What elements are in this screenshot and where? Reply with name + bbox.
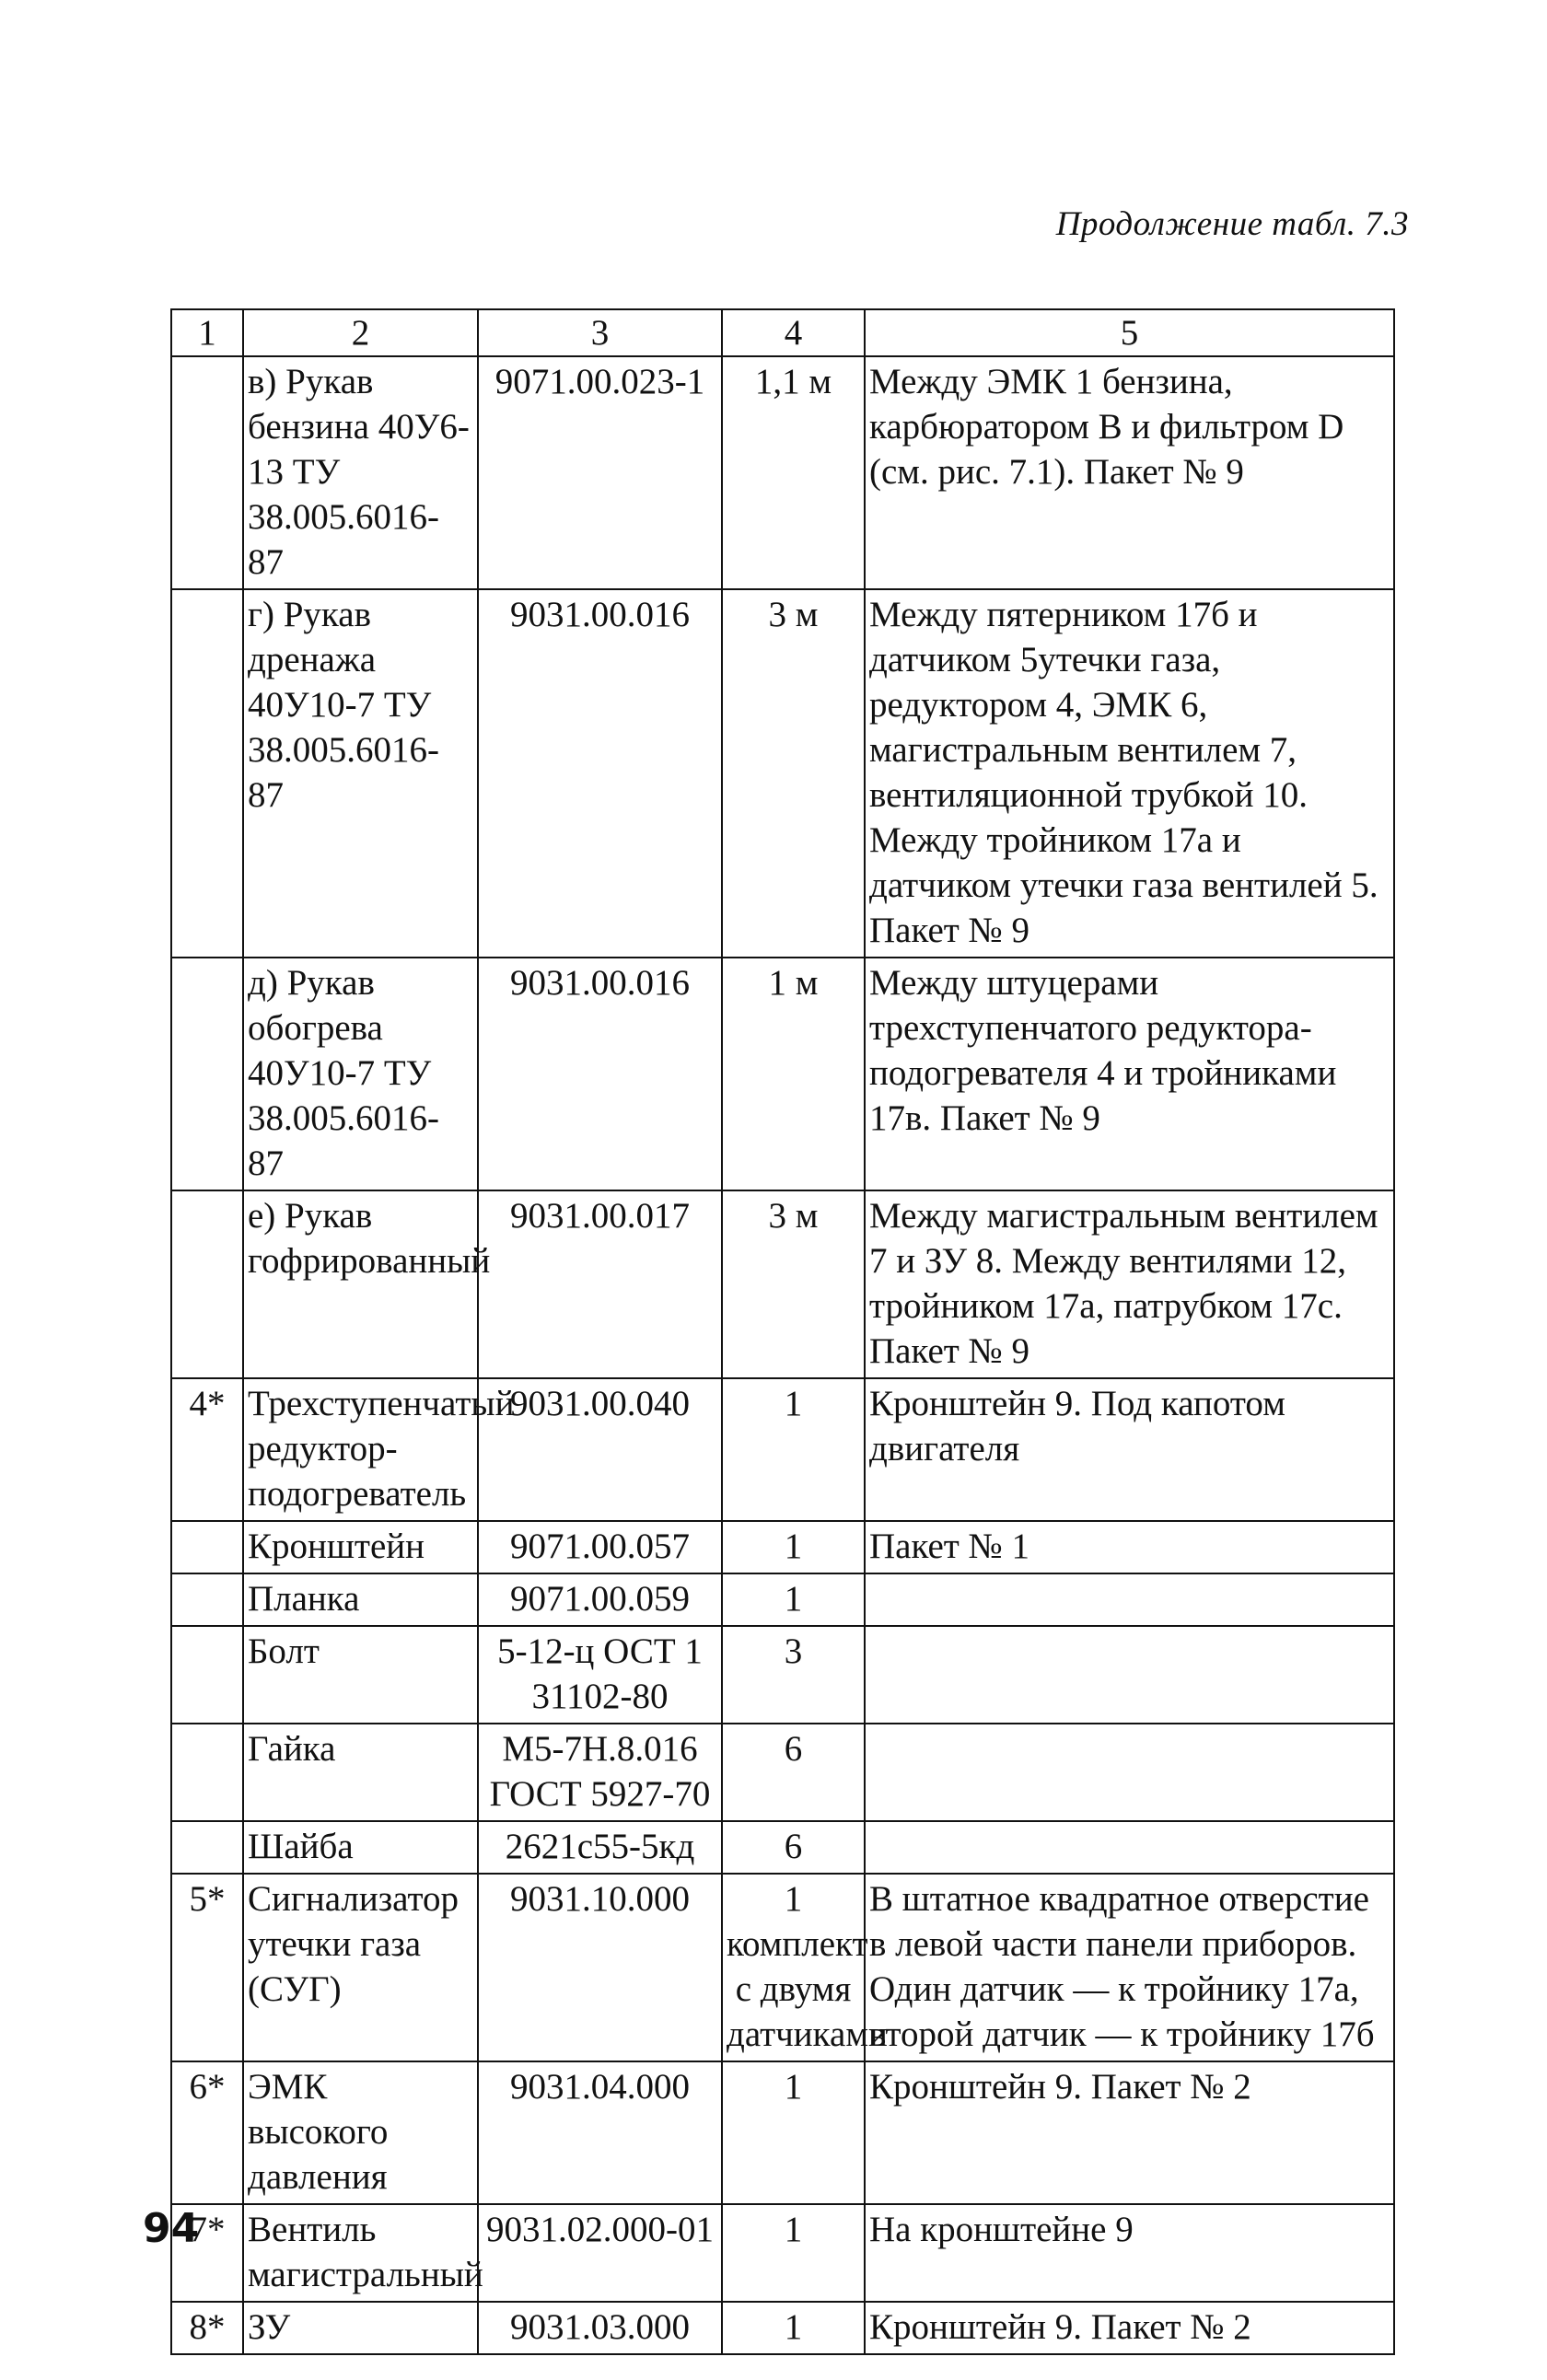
cell-name: Кронштейн	[243, 1521, 478, 1573]
cell-name: д) Рукав обогрева 40У10-7 ТУ 38.005.6016-87	[243, 958, 478, 1190]
cell-note	[865, 1821, 1394, 1874]
cell-quantity: 1	[722, 1378, 865, 1521]
cell-designation: 9031.00.016	[478, 589, 722, 958]
cell-quantity: 6	[722, 1821, 865, 1874]
cell-designation: 9031.04.000	[478, 2061, 722, 2204]
cell-number: 4*	[171, 1378, 243, 1521]
cell-quantity: 3 м	[722, 1190, 865, 1378]
cell-quantity: 1,1 м	[722, 356, 865, 589]
cell-note: Пакет № 1	[865, 1521, 1394, 1573]
column-header-2: 2	[243, 309, 478, 356]
column-header-1: 1	[171, 309, 243, 356]
cell-note	[865, 1573, 1394, 1626]
cell-name: г) Рукав дренажа 40У10-7 ТУ 38.005.6016-87	[243, 589, 478, 958]
cell-number: 6*	[171, 2061, 243, 2204]
cell-designation: 9031.00.040	[478, 1378, 722, 1521]
column-header-5: 5	[865, 309, 1394, 356]
cell-quantity: 1 м	[722, 958, 865, 1190]
cell-note: Кронштейн 9. Под капотом двигателя	[865, 1378, 1394, 1521]
cell-quantity: 1	[722, 2061, 865, 2204]
table-row	[171, 1378, 1394, 1521]
cell-number	[171, 1573, 243, 1626]
cell-number	[171, 1724, 243, 1821]
cell-quantity: 1	[722, 1521, 865, 1573]
cell-name: Планка	[243, 1573, 478, 1626]
cell-note: В штатное квадратное отверстие в левой части панели приборов. Один датчик — к тройнику 17а, второй датчик — к тройнику 17б	[865, 1874, 1394, 2061]
cell-number	[171, 589, 243, 958]
cell-number	[171, 1190, 243, 1378]
cell-note: На кронштейне 9	[865, 2204, 1394, 2302]
table-row	[171, 1190, 1394, 1378]
cell-number: 7*	[171, 2204, 243, 2302]
cell-designation: 9031.10.000	[478, 1874, 722, 2061]
cell-note: Между штуцерами трехступенчатого редуктора-подогревателя 4 и тройниками 17в. Пакет № 9	[865, 958, 1394, 1190]
cell-designation: 9031.00.017	[478, 1190, 722, 1378]
page-number: 94	[143, 2205, 200, 2252]
cell-name: Трехступенчатый редуктор-подогреватель	[243, 1378, 478, 1521]
table-row	[171, 2061, 1394, 2204]
cell-name: Вентиль магистральный	[243, 2204, 478, 2302]
cell-designation: М5-7Н.8.016 ГОСТ 5927-70	[478, 1724, 722, 1821]
cell-quantity: 3 м	[722, 589, 865, 958]
cell-number	[171, 356, 243, 589]
table-row	[171, 1874, 1394, 2061]
cell-quantity: 1 комплект с двумя датчиками	[722, 1874, 865, 2061]
cell-name: Сигнализатор утечки газа (СУГ)	[243, 1874, 478, 2061]
table-row	[171, 958, 1394, 1190]
cell-designation: 2621с55-5кд	[478, 1821, 722, 1874]
cell-number	[171, 1626, 243, 1724]
column-header-3: 3	[478, 309, 722, 356]
table-row	[171, 589, 1394, 958]
table-row	[171, 1573, 1394, 1626]
cell-name: е) Рукав гофрированный	[243, 1190, 478, 1378]
table-header-row	[171, 309, 1394, 356]
cell-note: Кронштейн 9. Пакет № 2	[865, 2302, 1394, 2354]
cell-note	[865, 1724, 1394, 1821]
cell-name: Гайка	[243, 1724, 478, 1821]
table-row	[171, 2302, 1394, 2354]
cell-quantity: 6	[722, 1724, 865, 1821]
cell-quantity: 3	[722, 1626, 865, 1724]
cell-name: ЗУ	[243, 2302, 478, 2354]
cell-note: Между магистральным вентилем 7 и ЗУ 8. Между вентилями 12, тройником 17а, патрубком 17с. Пакет № 9	[865, 1190, 1394, 1378]
cell-name: в) Рукав бензина 40У6-13 ТУ 38.005.6016-87	[243, 356, 478, 589]
cell-quantity: 1	[722, 2204, 865, 2302]
cell-number	[171, 1821, 243, 1874]
cell-quantity: 1	[722, 2302, 865, 2354]
cell-note: Между ЭМК 1 бензина, карбюратором B и фильтром D (см. рис. 7.1). Пакет № 9	[865, 356, 1394, 589]
table-row	[171, 1521, 1394, 1573]
cell-number: 5*	[171, 1874, 243, 2061]
cell-designation: 9071.00.059	[478, 1573, 722, 1626]
cell-note: Между пятерником 17б и датчиком 5утечки газа, редуктором 4, ЭМК 6, магистральным вентилем 7, вентиляционной трубкой 10. Между тройником 17а и датчиком утечки газа вентилей 5. Пакет № 9	[865, 589, 1394, 958]
equipment-table	[170, 308, 1395, 2355]
cell-designation: 9071.00.023-1	[478, 356, 722, 589]
cell-number	[171, 1521, 243, 1573]
cell-name: Шайба	[243, 1821, 478, 1874]
table-row	[171, 2204, 1394, 2302]
cell-number: 8*	[171, 2302, 243, 2354]
table-row	[171, 1821, 1394, 1874]
table-row	[171, 1626, 1394, 1724]
cell-designation: 9031.00.016	[478, 958, 722, 1190]
table-row	[171, 356, 1394, 589]
cell-quantity: 1	[722, 1573, 865, 1626]
cell-note: Кронштейн 9. Пакет № 2	[865, 2061, 1394, 2204]
table-row	[171, 1724, 1394, 1821]
cell-designation: 9031.02.000-01	[478, 2204, 722, 2302]
table-caption: Продолжение табл. 7.3	[1055, 205, 1409, 243]
cell-designation: 9031.03.000	[478, 2302, 722, 2354]
cell-designation: 5-12-ц ОСТ 1 31102-80	[478, 1626, 722, 1724]
cell-designation: 9071.00.057	[478, 1521, 722, 1573]
cell-name: ЭМК высокого давления	[243, 2061, 478, 2204]
column-header-4: 4	[722, 309, 865, 356]
cell-name: Болт	[243, 1626, 478, 1724]
cell-note	[865, 1626, 1394, 1724]
cell-number	[171, 958, 243, 1190]
